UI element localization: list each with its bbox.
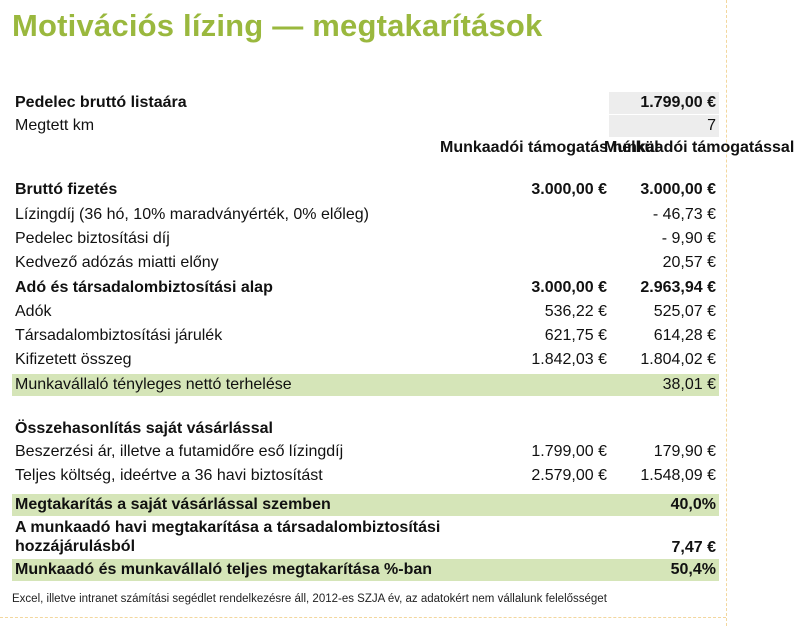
total-savings-row (12, 559, 719, 581)
table-row (12, 301, 719, 323)
row-value-without: 1.799,00 € (531, 443, 607, 460)
row-label: Bruttó fizetés (15, 181, 118, 198)
row-label: Kifizetett összeg (15, 351, 132, 368)
row-value-without: 621,75 € (544, 327, 607, 344)
net-burden-row (12, 374, 719, 396)
table-row (12, 179, 719, 201)
table-row (12, 465, 719, 487)
column-header-without-support: Munkaadói támogatás nélkül (440, 139, 659, 156)
page-title: Motivációs lízing — megtakarítások (12, 8, 543, 43)
row-value-with: - 46,73 € (652, 206, 716, 223)
savings-own-purchase-row (12, 494, 719, 516)
list-price-value: 1.799,00 € (640, 94, 716, 111)
comparison-heading: Összehasonlítás saját vásárlással (15, 420, 273, 437)
savings-own-purchase-label: Megtakarítás a saját vásárlással szemben (15, 496, 331, 513)
row-label: Munkavállaló tényleges nettó terhelése (15, 376, 292, 393)
table-row (12, 228, 719, 250)
total-savings-label: Munkaadó és munkavállaló teljes megtakarítása %-ban (15, 561, 433, 578)
row-value-without: 1.842,03 € (531, 351, 607, 368)
row-value-with: 3.000,00 € (640, 181, 716, 198)
row-value-with: 1.548,09 € (640, 467, 716, 484)
list-price-row (12, 92, 719, 114)
row-value-with: 525,07 € (653, 303, 716, 320)
list-price-label: Pedelec bruttó listaára (15, 94, 187, 111)
row-value-with: 614,28 € (653, 327, 716, 344)
total-savings-value: 50,4% (670, 561, 716, 578)
table-row (12, 349, 719, 371)
km-row (12, 115, 719, 137)
row-label: Pedelec biztosítási díj (15, 230, 170, 247)
table-row (12, 277, 719, 299)
savings-own-purchase-value: 40,0% (670, 496, 716, 513)
row-label: Lízingdíj (36 hó, 10% maradványérték, 0% előleg) (15, 206, 369, 223)
row-value-without: 536,22 € (544, 303, 607, 320)
footnote: Excel, illetve intranet számítási segédlet rendelkezésre áll, 2012-es SZJA év, az adatokért nem vállalunk felelősséget (12, 593, 607, 605)
page-border-bottom (0, 617, 726, 618)
km-cell[interactable] (609, 115, 719, 137)
table-row (12, 325, 719, 347)
row-value-with: 2.963,94 € (640, 279, 716, 296)
row-value-with: 179,90 € (653, 443, 716, 460)
table-row (12, 204, 719, 226)
row-label: Adó és társadalombiztosítási alap (15, 279, 273, 296)
row-label: Kedvező adózás miatti előny (15, 254, 219, 271)
row-value-without: 2.579,00 € (531, 467, 607, 484)
row-label: Teljes költség, ideértve a 36 havi biztosítást (15, 467, 323, 484)
km-label: Megtett km (15, 117, 95, 134)
row-value-with: - 9,90 € (661, 230, 716, 247)
employer-monthly-savings-row (12, 537, 719, 559)
comparison-heading-row (12, 418, 719, 440)
page-border-right (726, 0, 727, 626)
km-value: 7 (707, 117, 716, 134)
row-label: Társadalombiztosítási járulék (15, 327, 223, 344)
row-value-with: 1.804,02 € (640, 351, 716, 368)
row-value-without: 3.000,00 € (531, 181, 607, 198)
row-label: Beszerzési ár, illetve a futamidőre eső lízingdíj (15, 443, 344, 460)
table-row (12, 441, 719, 463)
row-label: Adók (15, 303, 52, 320)
employer-monthly-savings-label: A munkaadó havi megtakarítása a társadalombiztosítási hozzájárulásból (15, 519, 441, 555)
row-value-with: 38,01 € (662, 376, 716, 393)
row-value-with: 20,57 € (662, 254, 716, 271)
column-header-with-support: Munkaadói támogatással (604, 139, 794, 156)
table-row (12, 252, 719, 274)
employer-monthly-savings-value: 7,47 € (671, 539, 716, 556)
row-value-without: 3.000,00 € (531, 279, 607, 296)
